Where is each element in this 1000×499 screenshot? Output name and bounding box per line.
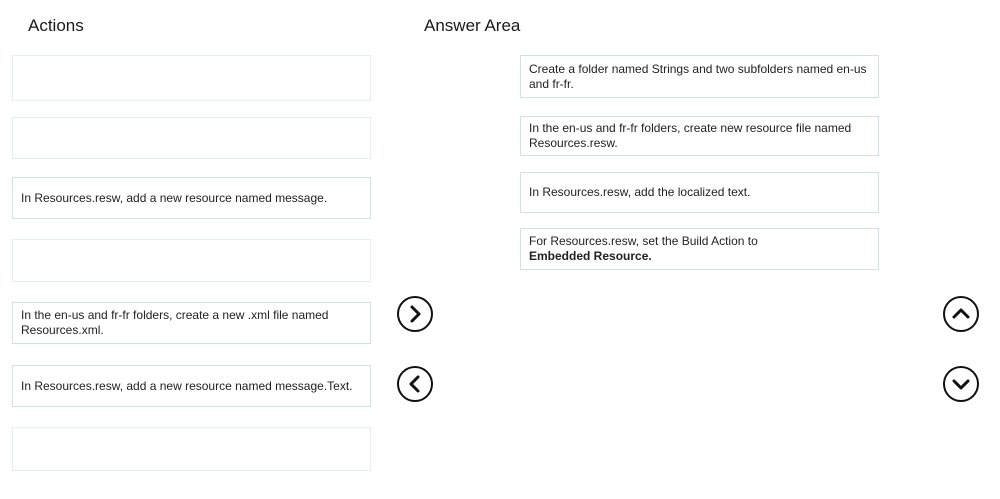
- action-text: In the en-us and fr-fr folders, create a new .xml file named Resources.xml.: [21, 308, 329, 337]
- action-slot-4[interactable]: [12, 239, 371, 282]
- action-text: In Resources.resw, add a new resource named message.: [21, 190, 328, 205]
- chevron-right-icon: [399, 298, 431, 330]
- move-right-button[interactable]: [397, 296, 433, 332]
- action-add-resource-message-text[interactable]: [12, 365, 371, 407]
- chevron-down-icon: [945, 368, 977, 400]
- answer-bold-text: Embedded Resource.: [529, 249, 652, 263]
- chevron-up-icon: [945, 298, 977, 330]
- move-left-button[interactable]: [397, 366, 433, 402]
- action-slot-1[interactable]: [12, 55, 371, 101]
- answer-text: Create a folder named Strings and two subfolders named en-us and fr-fr.: [529, 61, 867, 91]
- action-slot-7[interactable]: [12, 427, 371, 471]
- action-add-resource-message[interactable]: [12, 177, 371, 219]
- answer-text: In the en-us and fr-fr folders, create new resource file named Resources.resw.: [529, 121, 852, 150]
- action-slot-2[interactable]: [12, 117, 371, 159]
- actions-heading: Actions: [28, 16, 84, 35]
- move-up-button[interactable]: [943, 296, 979, 332]
- move-down-button[interactable]: [943, 366, 979, 402]
- answer-create-resw-file[interactable]: [520, 116, 879, 156]
- answer-text: For Resources.resw, set the Build Action to: [529, 234, 758, 248]
- answer-set-build-action[interactable]: [520, 228, 879, 270]
- action-create-xml-file[interactable]: [12, 302, 371, 344]
- chevron-left-icon: [399, 368, 431, 400]
- answer-text: In Resources.resw, add the localized text.: [529, 185, 751, 199]
- answer-area-heading: Answer Area: [424, 16, 521, 35]
- action-text: In Resources.resw, add a new resource named message.Text.: [21, 378, 353, 393]
- answer-add-localized-text[interactable]: [520, 172, 879, 213]
- answer-create-strings-folder[interactable]: [520, 55, 879, 98]
